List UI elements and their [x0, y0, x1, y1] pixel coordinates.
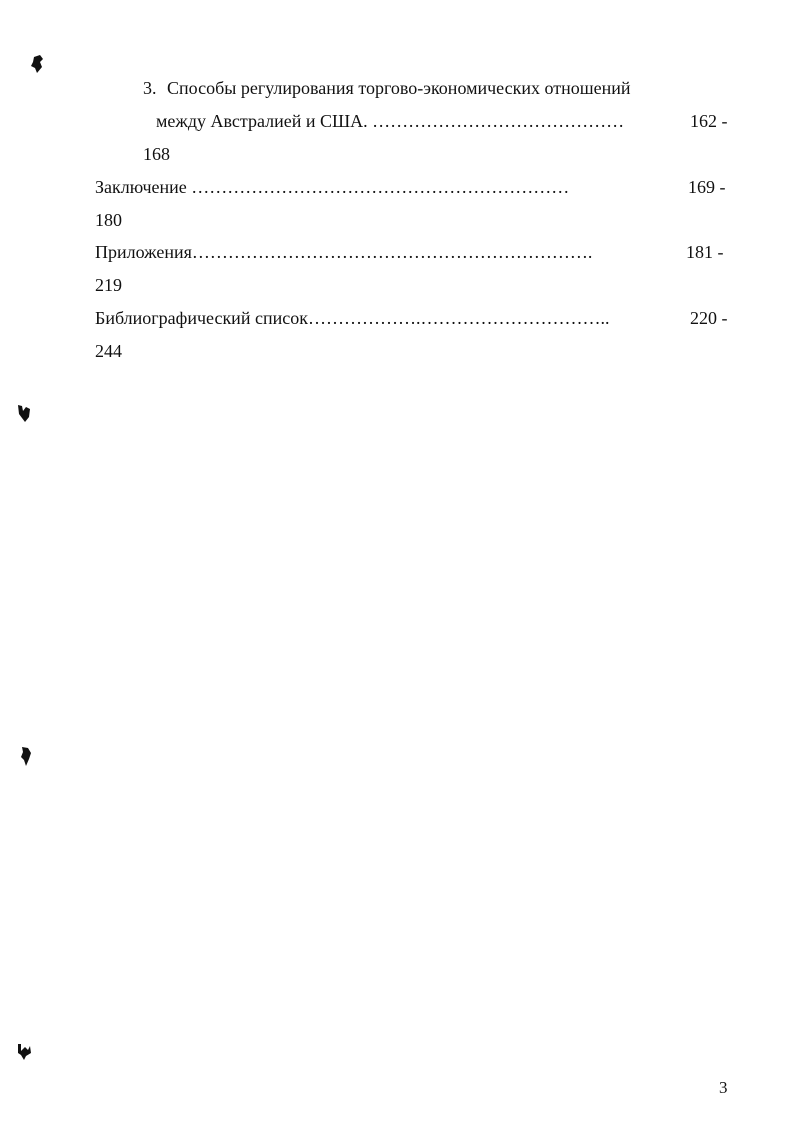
scan-mark-bottom: [16, 1041, 36, 1063]
toc-item-3-pages-start: 162 -: [690, 111, 728, 131]
toc-appendices-pages-end: 219: [95, 275, 122, 295]
toc-bibliography-title: Библиографический список……………….…………………………..: [95, 308, 610, 328]
toc-item-3-pages-end: 168: [143, 144, 170, 164]
toc-item-3-number: 3.: [143, 78, 157, 98]
toc-conclusion-pages-start: 169 -: [688, 177, 726, 197]
toc-conclusion-title: Заключение ………………………………………………………: [95, 177, 570, 197]
scan-mark-top: [28, 54, 48, 76]
toc-bibliography-pages-end: 244: [95, 341, 122, 361]
toc-appendices-pages-start: 181 -: [686, 242, 724, 262]
toc-appendices-title: Приложения………………………………………………………….: [95, 242, 593, 262]
page-number: 3: [719, 1078, 728, 1097]
scan-mark-upper: [16, 403, 34, 425]
toc-item-3-title-line2: между Австралией и США. ……………………………………: [156, 111, 625, 131]
scan-mark-lower: [18, 745, 36, 769]
toc-conclusion-pages-end: 180: [95, 210, 122, 230]
toc-item-3-title-line1: Способы регулирования торгово-экономических отношений: [167, 78, 631, 98]
toc-bibliography-pages-start: 220 -: [690, 308, 728, 328]
